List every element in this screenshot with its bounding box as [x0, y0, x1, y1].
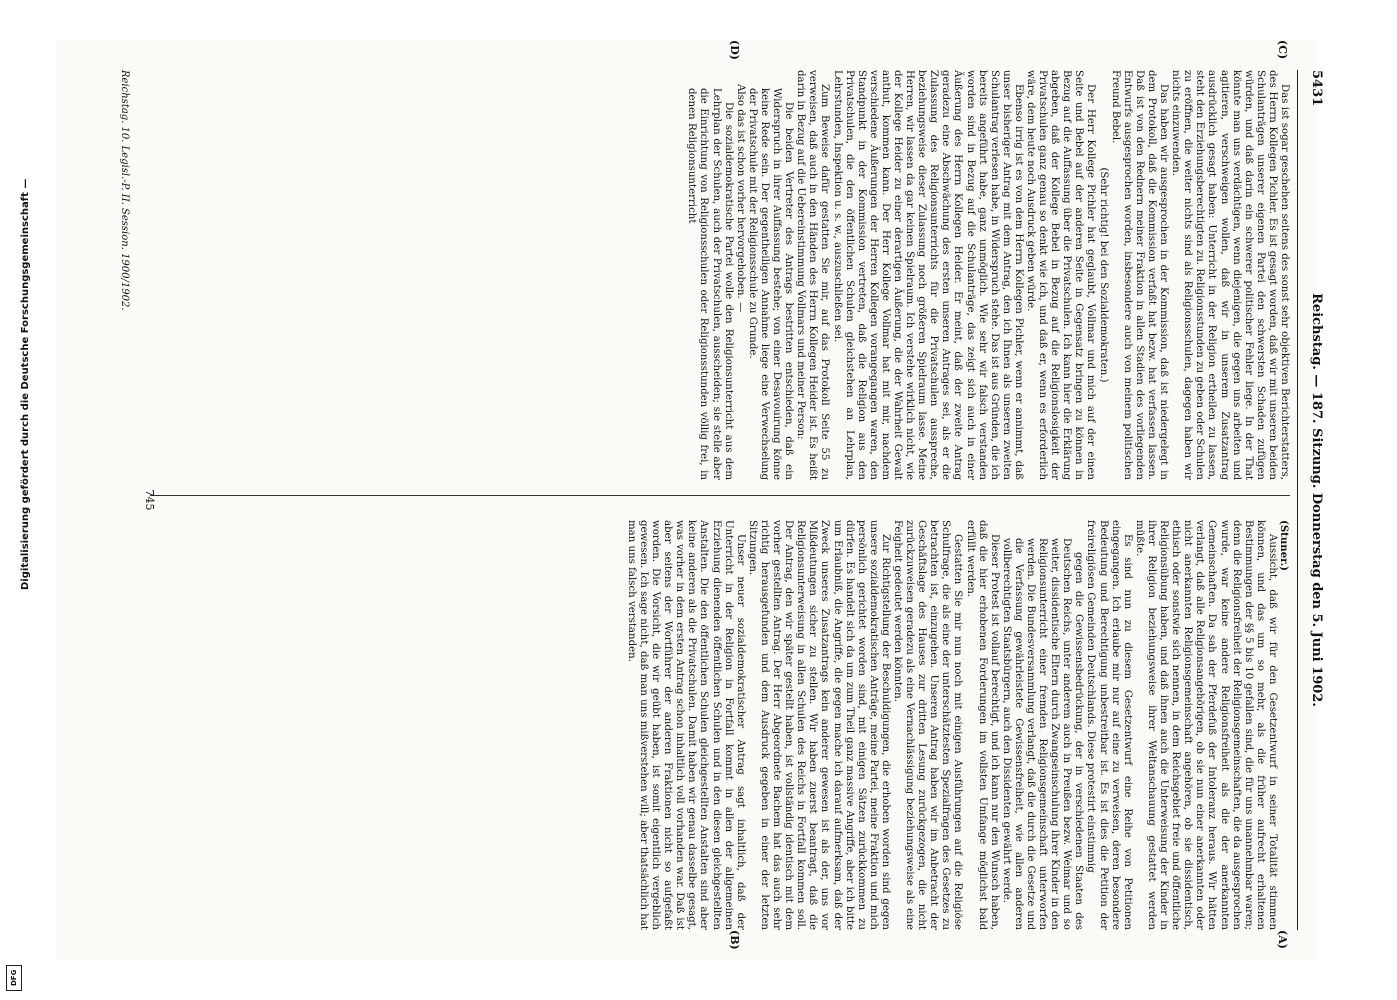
left-paragraph: Zum Beweise dafür gestatten Sie mir, auf das Protokoll Seite 55 zu verweisen, daß auch in den Händen des Herrn Kollegen Heider ist. Es heißt darin in Bezug auf die Uebereinstimmung Vollmars und meiner Person: — [795, 70, 831, 480]
digitization-credit — [4, 0, 31, 1000]
margin-mark-b: (B) — [728, 930, 741, 950]
left-quote: Die sozialdemokratische Partei wolle den Religionsunterricht aus dem Lehrplan der Schulen, auch der Privatschulen, ausscheiden; sie stelle aber die Einrichtung von Religionsschulen oder Religionsstunden völlig frei, in denen Religionsunterricht — [686, 88, 734, 480]
header-rule — [1297, 70, 1298, 930]
left-paragraph: Der Herr Kollege Pichler hat geglaubt, Vollmar und mich auf der einen Seite und Bebel auf der anderen Seite in Gegensatz bringen zu können in Bezug auf die Auffassung über die Privatschulen. Ich kann hier die Erklärung abgeben, daß der Kollege Bebel in Bezug auf die Religionslosigkeit der Privatschulen ganz genau so denkt wie ich, und daß er, wenn es erforderlich wäre, dem heute noch Ausdruck geben würde. — [1025, 70, 1097, 480]
right-speaker: (Stuner.) — [1278, 520, 1290, 571]
dfg-logo: DFG — [6, 965, 22, 991]
left-column — [140, 70, 1290, 480]
left-interjection: (Sehr richtig! bei den Sozialdemokraten.) — [1097, 167, 1109, 383]
right-quote: gegen die Gewissensbedrückung, der in verschiedenen Staaten des Deutschen Reichs, unter anderem auch in Preußen bezw. Weimar und so weiter, dissidentische Eltern durch Zwangseinschulung ihrer Kinder in den Religionsunterricht einer fremden Religionsgemeinschaft unterworfen werden. Die Bundesversammlung verlangt, daß die durch die Gesetze und die Verfassung gewährleistete Gewissensfreiheit, wie allen anderen vollberechtigten Staatsbürgern, auch den Dissidenten gewährt werde. — [1000, 538, 1085, 930]
left-paragraph: Ebenso irrig ist es von dem Herrn Kollegen Pichler, wenn er annimmt, daß unser bisheriger Antrag mit dem Antrag, den ich Ihnen als unseren zweiten Schulantrag verlesen habe, in Widerspruch stehe. Das ist aus Gründen, die ich bereits angeführt habe, ganz unmöglich. Wie sehr wir falsch verstanden worden sind in Bezug auf die Schulanträge, das zeigt sich auch in einer Äußerung des Herrn Kollegen Heider. Er meint, daß der zweite Antrag geradezu eine Abschwächung des ersten unseren Antrages sei, als er die Zulassung des Religionsunterrichts für die Privatschulen ausspreche, beziehungsweise dieser Zulassung noch größeren Spielraum lasse. Meine Herren, wir lassen da gar keinen Spielraum. Ich verstehe wirklich nicht, wie der Kollege Heider zu einer derartigen Äußerung, die der Wahrheit Gewalt anthut, kommen kann. Der Herr Kollege Vollmar hat mit mir, nachdem verschiedene Äußerungen der Herren Kollegen vorangegangen waren, den Standpunkt in der Kommission vertreten, daß die Religion aus den Privatschulen, die den öffentlichen Schulen gleichstehen an Lehrplan, Lehrstunden, Inspektion u. s. w., auszuschließen sei. — [831, 70, 1024, 480]
column-divider — [150, 495, 1290, 496]
margin-mark-a: (A) — [1276, 930, 1289, 949]
right-paragraph: Es sind nun zu diesem Gesetzentwurf eine Reihe von Petitionen eingegangen. Ich erlaube mir nur auf eine zu verweisen, deren besondere Bedeutung und Berechtigung unbestreitbar ist. Es ist dies die Petition der freireligiösen Gemeinden Deutschlands. Diese protestirt einstimmig — [1085, 520, 1133, 930]
page-number-bottom: 745 — [143, 489, 156, 511]
right-paragraph: Zur Richtigstellung der Beschuldigungen, die erhoben worden sind gegen unsere sozialdemokratischen Anträge, meine Partei, meine Fraktion und mich persönlich gerichtet worden sind, mit einigen Sätzen zurückkommen zu dürfen. Es handelt sich da um zum Theil ganz massive Angriffe, aber ich bitte um Erlaubniß, die Angriffe, die gegen mache ich darauf aufmerksam, daß der Zweck unseres Zusatzantrags kein anderer gewesen ist als der, uns vor Mißdeutungen sicher zu stellen. Wir haben zuerst beantragt, daß die Religionsunterweisung in allen Schulen des Reichs in Fortfall kommen soll. Der Antrag, den wir später gestellt haben, ist vollständig identisch mit dem vorher gestellten Antrag. Der Herr Abgeordnete Bachem hat das auch sehr richtig herausgefunden und dem Ausdruck gegeben in einer der letzten Sitzungen. — [746, 520, 891, 930]
margin-mark-c: (C) — [1276, 40, 1289, 60]
page-footer: Reichstag. 10. Legisl.-P. II. Session. 1900/1902. — [119, 70, 130, 311]
right-column — [140, 520, 1290, 930]
page-number-top: 5431 — [1309, 70, 1324, 107]
left-quote: Die beiden Vertreter des Antrags bestritten entschieden, daß ein Widerspruch in ihrer Auffassung bestehe; von einer Desavouirung könne keine Rede sein. Der gegentheiligen Annahme liege eine Verwechselung der Privatschule mit der Religionsschule zu Grunde. — [746, 88, 795, 480]
running-header — [1300, 70, 1322, 930]
document-page — [60, 40, 1330, 960]
right-paragraph: Unser neuer sozialdemokratischer Antrag sagt inhaltlich, daß der Unterricht in der Religion in Fortfall kommt in allen der allgemeinen Erziehung dienenden öffentlichen Schulen und in den diesen gleichgestellten Anstalten. Die den öffentlichen Schulen gleichgestellten Anstalten sind aber keine anderen als die Privatschulen. Damit haben wir genau dasselbe gesagt, was vorher in dem ersten Antrag schon inhaltlich voll vorhanden war. Daß ist aber seitens der Wortführer der anderen Fraktionen nicht so aufgefaßt worden. Die Vorsicht, die wir geübt haben, ist somit eigentlich vergeblich gewesen. Ich sage nicht, daß man uns mißverstehen will; aber thatsächlich hat man uns falsch verstanden. — [625, 520, 746, 930]
right-paragraph: Gestatten Sie mir nun noch mit einigen Ausführungen auf die Religiöse Schulfrage, die als eine der unterschätztesten Spezialfragen des Gesetzes zu betrachten ist, einzugehen. Unseren Antrag haben wir im Anbetracht der Geschäftslage des Hauses zur dritten Lesung zurückgezogen, die nicht zurückzuweisen geradezu als eine Vernachlässigung beziehungsweise als eine Feigheit gedeutet werden könnten. — [892, 520, 964, 930]
left-paragraph: Also das ist schon vorher hervorgehoben. — — [734, 84, 746, 313]
header-title: Reichstag. — 187. Sitzung. Donnerstag den 5. Juni 1902. — [1309, 293, 1324, 707]
left-paragraph: Das haben wir ausgesprochen in der Kommission, daß ist niedergelegt in dem Protokoll, daß die Kommission verfaßt hat bezw. hat verfassen lassen. Daß ist von den Rednern meiner Fraktion in allen Stadien des vorliegenden Entwurfs ausgesprochen worden, insbesondere auch von meinem politischen Freund Bebel. — [1109, 70, 1170, 480]
credit-text: Digitalisierung gefördert durch die Deutsche Forschungsgemeinschaft — — [20, 178, 31, 590]
right-paragraph: Aussicht, daß wir für den Gesetzentwurf in seiner Totalität stimmen können, und das um so mehr, als die früher aufrecht erhaltenen Bestimmungen der §§ 5 bis 10 gefallen sind, die für uns unannehmbar waren; denn die Religionsfreiheit der Religionsgemeinschaften, die da ausgesprochen wurde, war keine andere Religionsfreiheit als die der anerkannten Gemeinschaften. Da sah der Pferdefuß der Intoleranz heraus. Wir hätten verlangt, daß alle Religionsangehörigen, ob sie nun einer anerkannten oder nicht anerkannten Religionsgemeinschaft angehören, ob sie dissidentisch, ethisch oder sonstwie sich nennen, in dem Reichsgebiet freie und öffentliche Religionsübung haben, und daß ihnen auch die Unterweisung der Kinder in ihrer Religion beziehungsweise ihrer Weltanschauung gestattet werden müßte. — [1133, 520, 1278, 930]
left-paragraph: Das ist sogar geschehen seitens des sonst sehr objektiven Berichterstatters, des Herrn Kollegen Pichler. Es ist gesagt worden, daß wir mit unseren beiden Schulanträgen unserer eigenen Partei den schwersten Schaden zufügen würden, und daß darin ein schwerer politischer Fehler liege. In der That könnte man uns verdächtigen, wenn diejenigen, die gegen uns arbeiten und agitieren, verschweigen wollen, daß wir in unserem Zusatzantrag ausdrücklich gesagt haben: Unterricht in der Religion ertheilen zu lassen, steht den Erziehungsberechtigten zu. Religionsstunden zu geben oder Schulen zu eröffnen, die weiter nichts sind als Religionsschulen, dagegen haben wir nichts einzuwenden. — [1170, 70, 1290, 480]
right-paragraph: Dieser Protest ist vollauf berechtigt, und ich kann nur den Wunsch haben, daß die hier erhobenen Forderungen im vollsten Umfange möglichst bald erfüllt werden. — [964, 520, 1000, 930]
margin-mark-d: (D) — [728, 40, 741, 60]
